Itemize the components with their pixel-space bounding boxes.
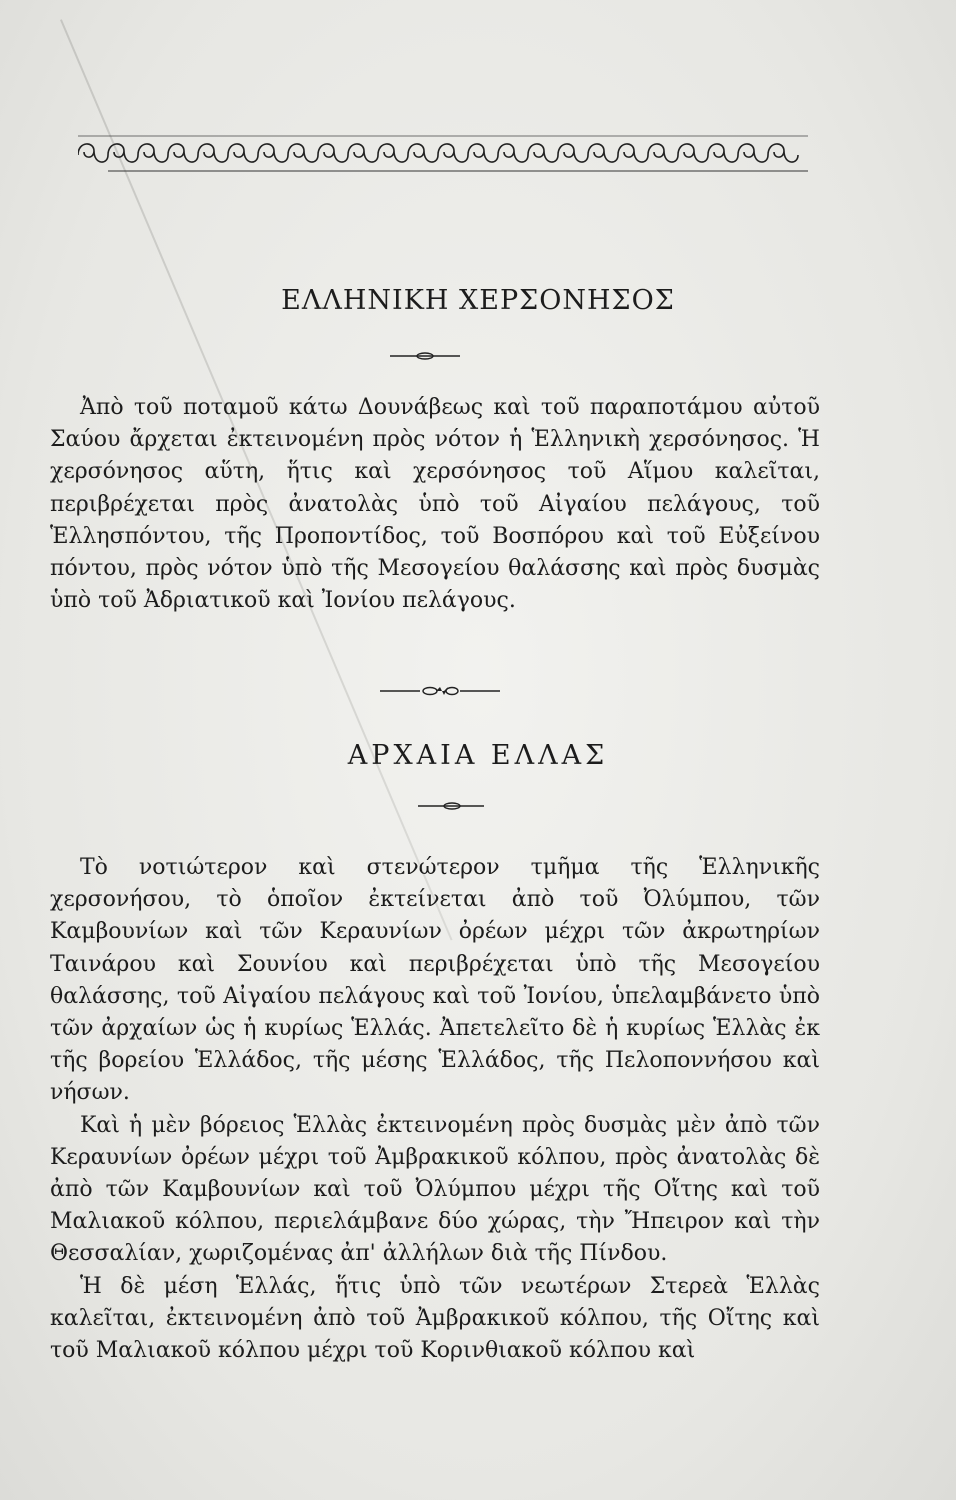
scroll-curl-icon xyxy=(108,144,138,162)
scroll-curl-icon xyxy=(678,144,708,162)
scroll-curl-icon xyxy=(468,144,498,162)
scroll-curl-icon xyxy=(618,144,648,162)
scroll-curl-icon xyxy=(648,144,678,162)
scroll-curl-icon xyxy=(438,144,468,162)
scroll-curl-icon xyxy=(738,144,768,162)
scroll-curl-icon xyxy=(288,144,318,162)
section-heading-ancient-greece: ΑΡΧΑΙΑ ΕΛΛΑΣ xyxy=(347,740,609,771)
paragraph-text: Ἀπὸ τοῦ ποταμοῦ κάτω Δουνάβεως καὶ τοῦ παραποτάμου αὐτοῦ Σαύου ἄρχεται ἐκτεινομένη πρὸς νότον ἡ Ἑλληνικὴ χερσόνησος. Ἡ χερσόνησος αὕτη, ἥτις καὶ χερσόνησος τοῦ Αἵμου καλεῖται, περιβρέχεται πρὸς ἀνατολὰς ὑπὸ τοῦ Αἰγαίου πελάγους, τοῦ Ἑλλησπόντου, τῆς Προποντίδος, τοῦ Βοσπόρου καὶ τοῦ Εὐξείνου πόντου, πρὸς νότον ὑπὸ τῆς Μεσογείου θαλάσσης καὶ πρὸς δυσμὰς ὑπὸ τοῦ Ἀδριατικοῦ καὶ Ἰονίου πελάγους. xyxy=(50,395,820,614)
scroll-curl-icon xyxy=(558,144,588,162)
scroll-curl-icon xyxy=(168,144,198,162)
small-dash-ornament-icon xyxy=(418,800,484,812)
section-heading-greek-peninsula: ΕΛΛΗΝΙΚΗ ΧΕΡΣΟΝΗΣΟΣ xyxy=(281,285,675,316)
scroll-curl-icon xyxy=(378,144,408,162)
section-ancient-greece-text xyxy=(50,852,820,1367)
scroll-curl-icon xyxy=(348,144,378,162)
paragraph-text: Τὸ νοτιώτερον καὶ στενώτερον τμῆμα τῆς Ἑλληνικῆς χερσονήσου, τὸ ὁποῖον ἐκτείνεται ἀπὸ τοῦ Ὀλύμπου, τῶν Καμβουνίων καὶ τῶν Κεραυνίων ὀρέων μέχρι τῶν ἀκρωτηρίων Ταινάρου καὶ Σουνίου καὶ περιβρέχεται ὑπὸ τῆς Μεσογείου θαλάσσης, τοῦ Αἰγαίου πελάγους καὶ τοῦ Ἰονίου, ὑπελαμβάνετο ὑπὸ τῶν ἀρχαίων ὡς ἡ κυρίως Ἑλλάς. Ἀπετελεῖτο δὲ ἡ κυρίως Ἑλλὰς ἐκ τῆς βορείου Ἑλλάδος, τῆς μέσης Ἑλλάδος, τῆς Πελοποννήσου καὶ νήσων. xyxy=(50,855,820,1106)
scroll-curl-icon xyxy=(528,144,558,162)
scroll-curl-icon xyxy=(408,144,438,162)
scroll-curl-icon xyxy=(588,144,618,162)
scroll-curl-icon xyxy=(498,144,528,162)
scroll-curl-icon xyxy=(228,144,258,162)
scroll-ornament-divider-icon xyxy=(380,684,500,698)
scroll-curl-icon xyxy=(318,144,348,162)
scroll-curl-icon xyxy=(768,144,798,162)
scroll-curl-icon xyxy=(78,144,108,162)
scroll-curl-icon xyxy=(138,144,168,162)
scroll-curl-icon xyxy=(708,144,738,162)
small-dash-ornament-icon xyxy=(390,350,460,362)
paragraph-text: Καὶ ἡ μὲν βόρειος Ἑλλὰς ἐκτεινομένη πρὸς δυσμὰς μὲν ἀπὸ τῶν Κεραυνίων ὀρέων μέχρι τοῦ Ἀμβρακικοῦ κόλπου, πρὸς ἀνατολὰς δὲ ἀπὸ τῶν Καμβουνίων καὶ τοῦ Ὀλύμπου μέχρι τῆς Οἴτης καὶ τοῦ Μαλιακοῦ κόλπου, περιελάμβανε δύο χώρας, τὴν Ἤπειρον καὶ τὴν Θεσσαλίαν, χωριζομένας ἀπ' ἀλλήλων διὰ τῆς Πίνδου. xyxy=(50,1112,820,1267)
ornamental-scroll-border-icon xyxy=(78,133,808,173)
paragraph-greek-peninsula xyxy=(50,392,820,617)
scroll-curl-icon xyxy=(198,144,228,162)
paragraph-text: Ἡ δὲ μέση Ἑλλάς, ἥτις ὑπὸ τῶν νεωτέρων Στερεὰ Ἑλλὰς καλεῖται, ἐκτεινομένη ἀπὸ τοῦ Ἀμβρακικοῦ κόλπου, τῆς Οἴτης καὶ τοῦ Μαλιακοῦ κόλπου μέχρι τοῦ Κορινθιακοῦ κόλπου καὶ xyxy=(50,1273,820,1364)
scroll-curl-icon xyxy=(258,144,288,162)
